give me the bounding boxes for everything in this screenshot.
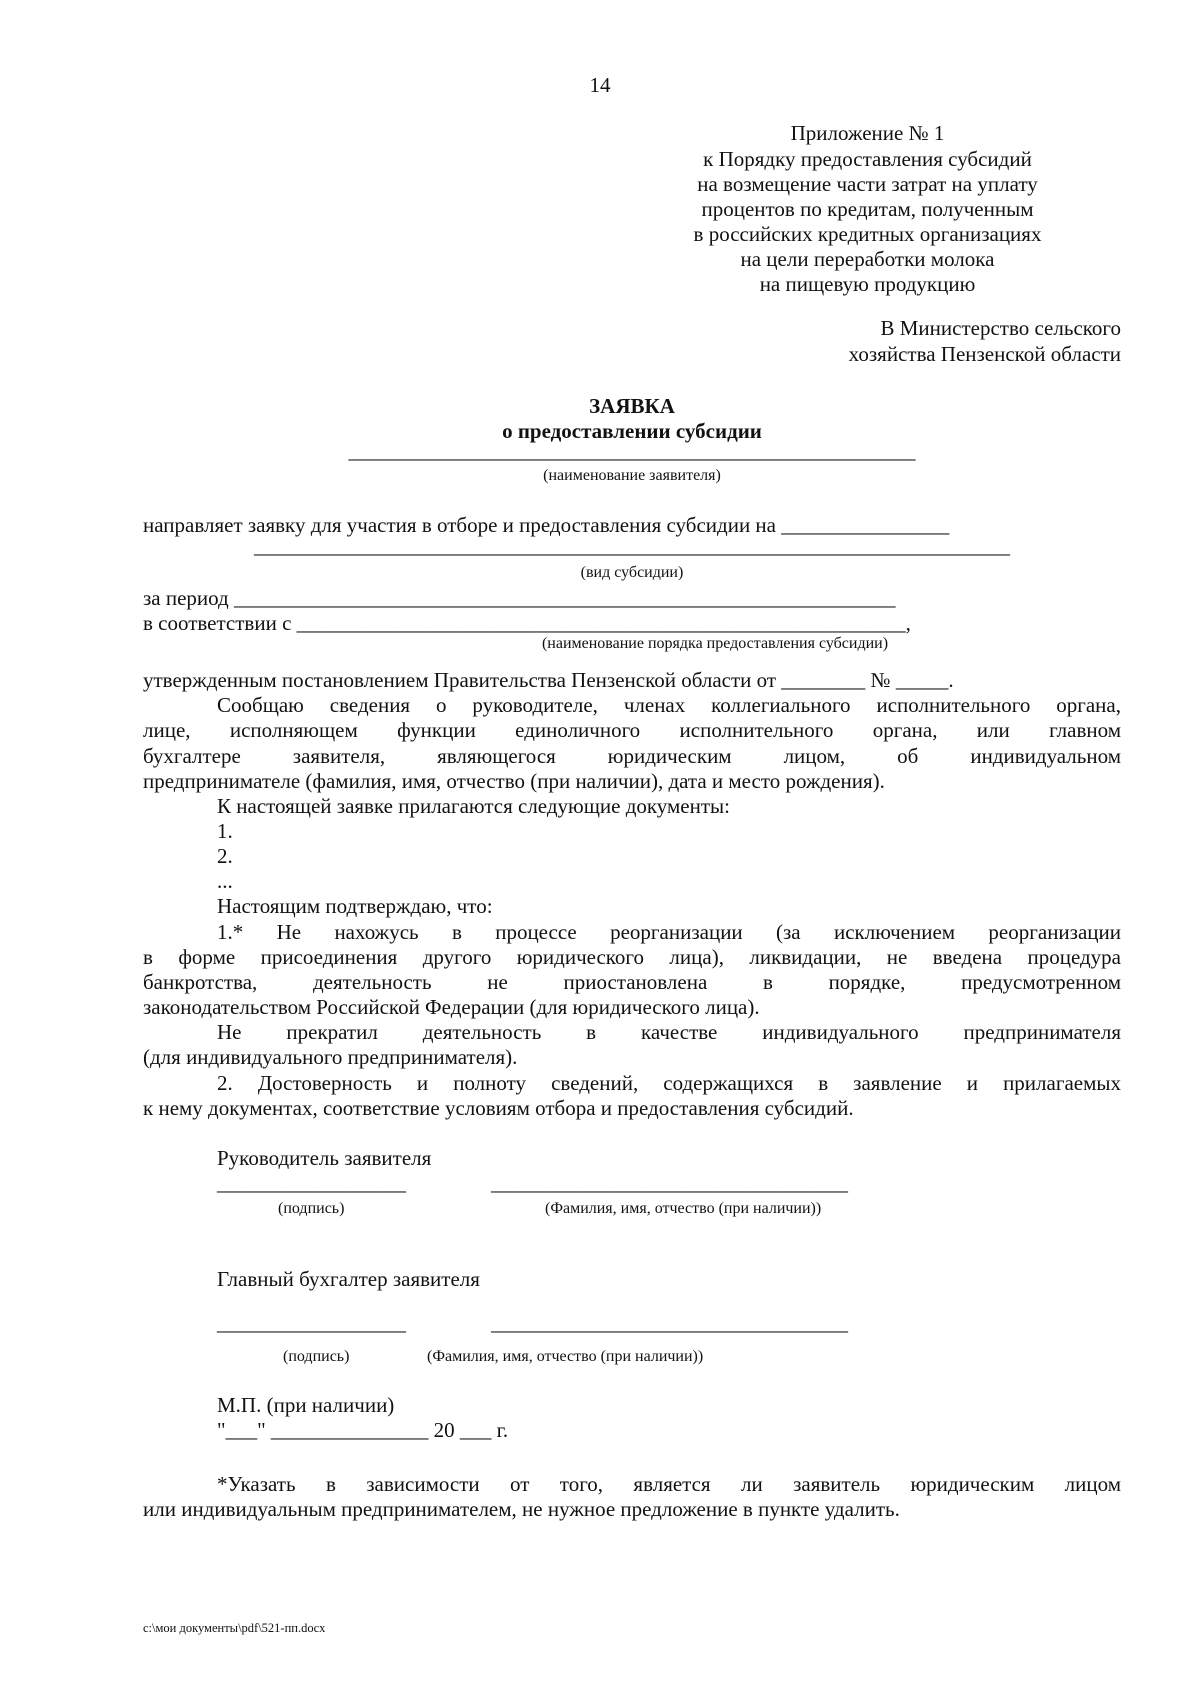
info-paragraph-line: лице, исполняющем функции единоличного исполнительного органа, или главном: [143, 718, 1121, 742]
page-number: 14: [589, 73, 611, 97]
order-name-caption: (наименование порядка предоставления субсидии): [541, 635, 889, 652]
addressee-line: хозяйства Пензенской области: [848, 342, 1121, 366]
applicant-name-line: ______________________________________________________: [348, 439, 916, 463]
appendix-line: Приложение № 1: [790, 121, 945, 145]
documents-item: 2.: [217, 844, 233, 868]
head-fio-caption: (Фамилия, имя, отчество (при наличии)): [545, 1200, 822, 1217]
appendix-line: на цели переработки молока: [740, 247, 995, 271]
date-line: "___" _______________ 20 ___ г.: [217, 1418, 509, 1442]
confirm-item-1-line: в форме присоединения другого юридического лица), ликвидации, не введена процедура: [143, 945, 1121, 969]
appendix-line: в российских кредитных организациях: [693, 222, 1042, 246]
stamp-label: М.П. (при наличии): [217, 1393, 395, 1417]
confirm-item-1-line: банкротства, деятельность не приостановлена в порядке, предусмотренном: [143, 970, 1121, 994]
accountant-signature-line: __________________: [217, 1311, 406, 1335]
head-label: Руководитель заявителя: [217, 1146, 432, 1170]
period-line: за период _______________________________________________________________: [143, 586, 896, 610]
applicant-name-caption: (наименование заявителя): [543, 467, 721, 484]
document-subtitle: о предоставлении субсидии: [502, 419, 762, 443]
confirm-item-2-line: к нему документах, соответствие условиям отбора и предоставления субсидий.: [143, 1096, 854, 1120]
footnote-line: или индивидуальным предпринимателем, не нужное предложение в пункте удалить.: [143, 1497, 900, 1521]
head-signature-line: __________________: [217, 1171, 406, 1195]
blank-line: ________________________________________________________________________: [254, 534, 1010, 558]
approved-line: утвержденным постановлением Правительства Пензенской области от ________ № _____.: [143, 668, 954, 692]
file-path-footer: c:\мои документы\pdf\521-пп.docx: [143, 1621, 326, 1635]
info-paragraph-line: бухгалтере заявителя, являющегося юридическим лицом, об индивидуальном: [143, 744, 1121, 768]
subsidy-type-caption: (вид субсидии): [580, 564, 684, 581]
appendix-line: процентов по кредитам, полученным: [701, 197, 1034, 221]
documents-item: 1.: [217, 819, 233, 843]
head-fio-line: __________________________________: [491, 1171, 848, 1195]
confirm-ip-line: Не прекратил деятельность в качестве индивидуального предпринимателя: [217, 1020, 1121, 1044]
addressee-line: В Министерство сельского: [880, 316, 1121, 340]
confirm-ip-line: (для индивидуального предпринимателя).: [143, 1045, 518, 1069]
appendix-line: к Порядку предоставления субсидий: [703, 147, 1032, 171]
documents-item: ...: [217, 869, 233, 893]
confirm-intro: Настоящим подтверждаю, что:: [217, 894, 493, 918]
accountant-fio-line: __________________________________: [491, 1311, 848, 1335]
confirm-item-1-line: законодательством Российской Федерации (для юридического лица).: [143, 995, 760, 1019]
accordance-line: в соответствии с __________________________________________________________,: [143, 611, 911, 635]
appendix-line: на пищевую продукцию: [759, 272, 976, 296]
info-paragraph-line: предпринимателе (фамилия, имя, отчество (при наличии), дата и место рождения).: [143, 769, 885, 793]
document-title: ЗАЯВКА: [589, 394, 675, 418]
accountant-label: Главный бухгалтер заявителя: [217, 1267, 480, 1291]
accountant-signature-caption: (подпись): [283, 1348, 350, 1365]
request-line: направляет заявку для участия в отборе и предоставления субсидии на ________________: [143, 513, 950, 537]
head-signature-caption: (подпись): [278, 1200, 345, 1217]
documents-intro: К настоящей заявке прилагаются следующие документы:: [217, 794, 730, 818]
footnote-line: *Указать в зависимости от того, является ли заявитель юридическим лицом: [217, 1472, 1121, 1496]
confirm-item-2-line: 2. Достоверность и полноту сведений, содержащихся в заявление и прилагаемых: [217, 1071, 1121, 1095]
appendix-line: на возмещение части затрат на уплату: [697, 172, 1038, 196]
confirm-item-1-line: 1.* Не нахожусь в процессе реорганизации (за исключением реорганизации: [217, 920, 1121, 944]
info-paragraph-line: Сообщаю сведения о руководителе, членах коллегиального исполнительного органа,: [217, 693, 1121, 717]
accountant-fio-caption: (Фамилия, имя, отчество (при наличии)): [427, 1348, 704, 1365]
